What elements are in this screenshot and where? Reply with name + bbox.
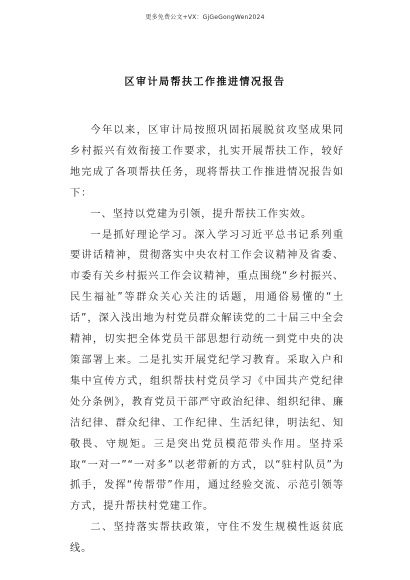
document-title: 区审计局帮扶工作推进情况报告 (124, 77, 286, 88)
section-heading-2: 二、坚持落实帮扶政策，守住不发生规模性返贫底线。 (70, 522, 344, 555)
header-note: 更多免费公文+VX：GjGeGongWen2024 (145, 14, 265, 21)
paragraph-intro: 今年以来，区审计局按照巩固拓展脱贫攻坚成果同乡村振兴有效衔接工作要求，扎实开展帮扶工作，较好地完成了各项帮扶任务，现将帮扶工作推进情况报告如下： (70, 125, 344, 199)
section-heading-1: 一、坚持以党建为引领，提升帮扶工作实效。 (90, 208, 313, 220)
document-body (70, 121, 344, 560)
paragraph-section-1-body: 一是抓好理论学习。深入学习习近平总书记系列重要讲话精神，贯彻落实中央农村工作会议精神及省委、市委有关乡村振兴工作会议精神，重点围绕“乡村振兴、民生福祉”等群众关心关注的话题，用通俗易懂的“土话”，深入浅出地为村党员群众解读党的二十届三中全会精神，切实把全体党员干部思想行动统一到党中央的决策部署上来。二是扎实开展党纪学习教育。采取入户和集中宣传方式，组织帮扶村党员学习《中国共产党纪律处分条例》，教育党员干部严守政治纪律、组织纪律、廉洁纪律、群众纪律、工作纪律、生活纪律，明法纪、知敬畏、守规矩。三是突出党员模范带头作用。坚持采取“一对一”“一对多”以老带新的方式，以“驻村队员”为抓手，发挥“传帮带”作用，通过经验交流、示范引领等方式，提升帮扶村党建工作。 (70, 229, 344, 513)
